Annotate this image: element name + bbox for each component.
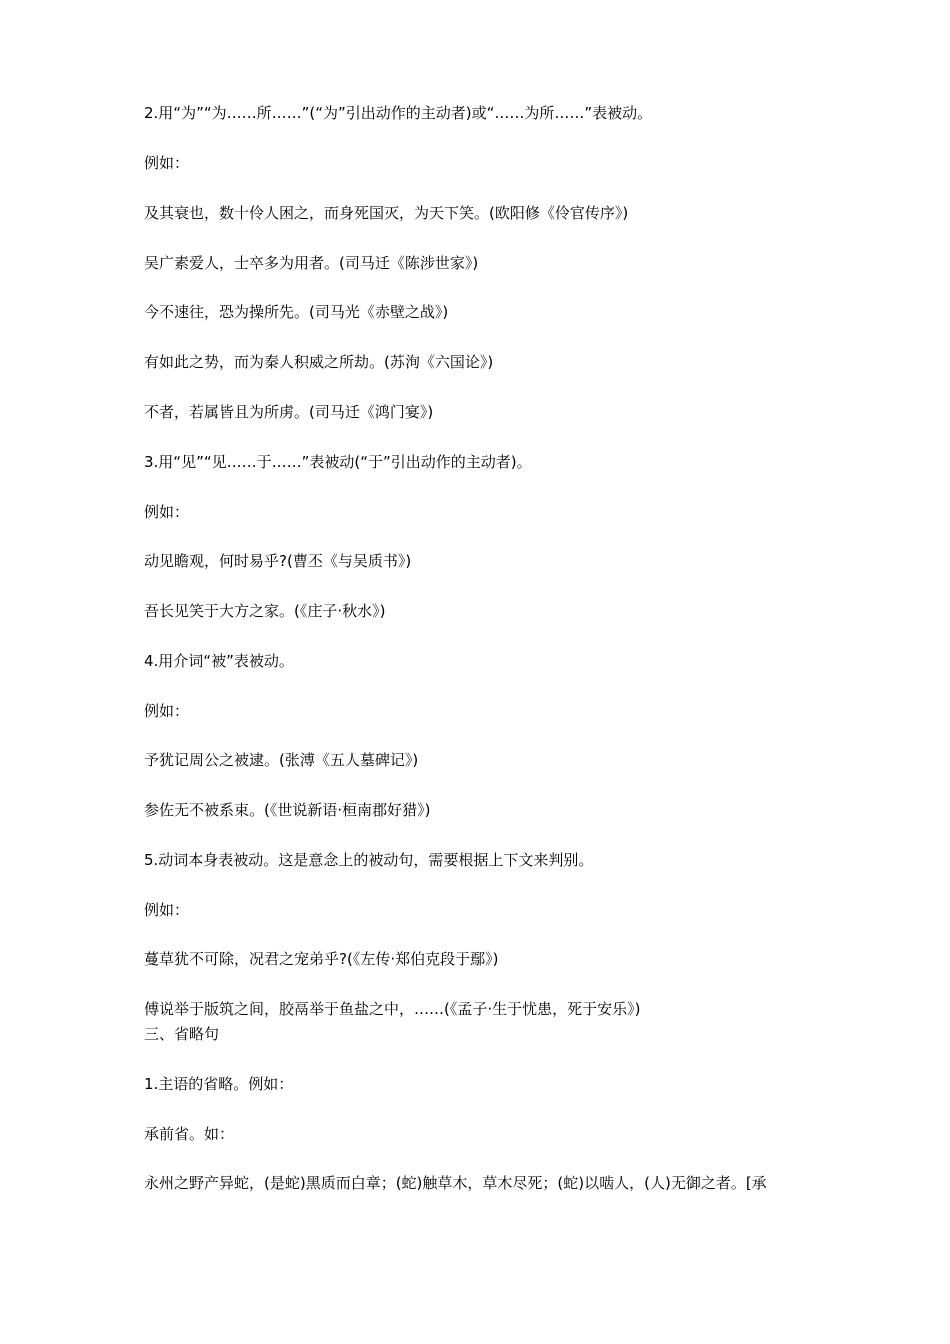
text-line: 例如： [144,901,190,919]
text-line: 吴广素爱人，士卒多为用者。(司马迁《陈涉世家》) [144,254,479,272]
text-line: 傅说举于版筑之间，胶鬲举于鱼盐之中，……(《孟子·生于忧患，死于安乐》) [144,1000,641,1018]
text-line: 永州之野产异蛇，(是蛇)黑质而白章；(蛇)触草木，草木尽死；(蛇)以啮人，(人)无御之者。[承 [144,1174,767,1192]
text-line: 5.动词本身表被动。这是意念上的被动句，需要根据上下文来判别。 [144,851,594,869]
text-line: 2.用“为”“为……所……”(“为”引出动作的主动者)或“……为所……”表被动。 [144,104,653,122]
text-line: 及其衰也，数十伶人困之，而身死国灭，为天下笑。(欧阳修《伶官传序》) [144,204,629,222]
text-line: 例如： [144,154,190,172]
text-line: 今不速往，恐为操所先。(司马光《赤壁之战》) [144,303,449,321]
text-line: 予犹记周公之被逮。(张溥《五人墓碑记》) [144,751,419,769]
text-line: 有如此之势，而为秦人积威之所劫。(苏洵《六国论》) [144,353,494,371]
text-line: 不者，若属皆且为所虏。(司马迁《鸿门宴》) [144,403,434,421]
text-line: 吾长见笑于大方之家。(《庄子·秋水》) [144,602,386,620]
text-line: 例如： [144,503,190,521]
text-line: 参佐无不被系束。(《世说新语·桓南郡好猎》) [144,801,431,819]
text-line: 承前省。如： [144,1125,235,1143]
text-line: 蔓草犹不可除，况君之宠弟乎?(《左传·郑伯克段于鄢》) [144,950,499,968]
text-line: 3.用“见”“见……于……”表被动(“于”引出动作的主动者)。 [144,453,532,471]
text-line: 动见瞻观，何时易乎?(曹丕《与吴质书》) [144,552,412,570]
section-heading: 三、省略句 [144,1025,220,1043]
text-line: 1.主语的省略。例如： [144,1075,294,1093]
text-line: 4.用介词“被”表被动。 [144,652,294,670]
text-line: 例如： [144,702,190,720]
